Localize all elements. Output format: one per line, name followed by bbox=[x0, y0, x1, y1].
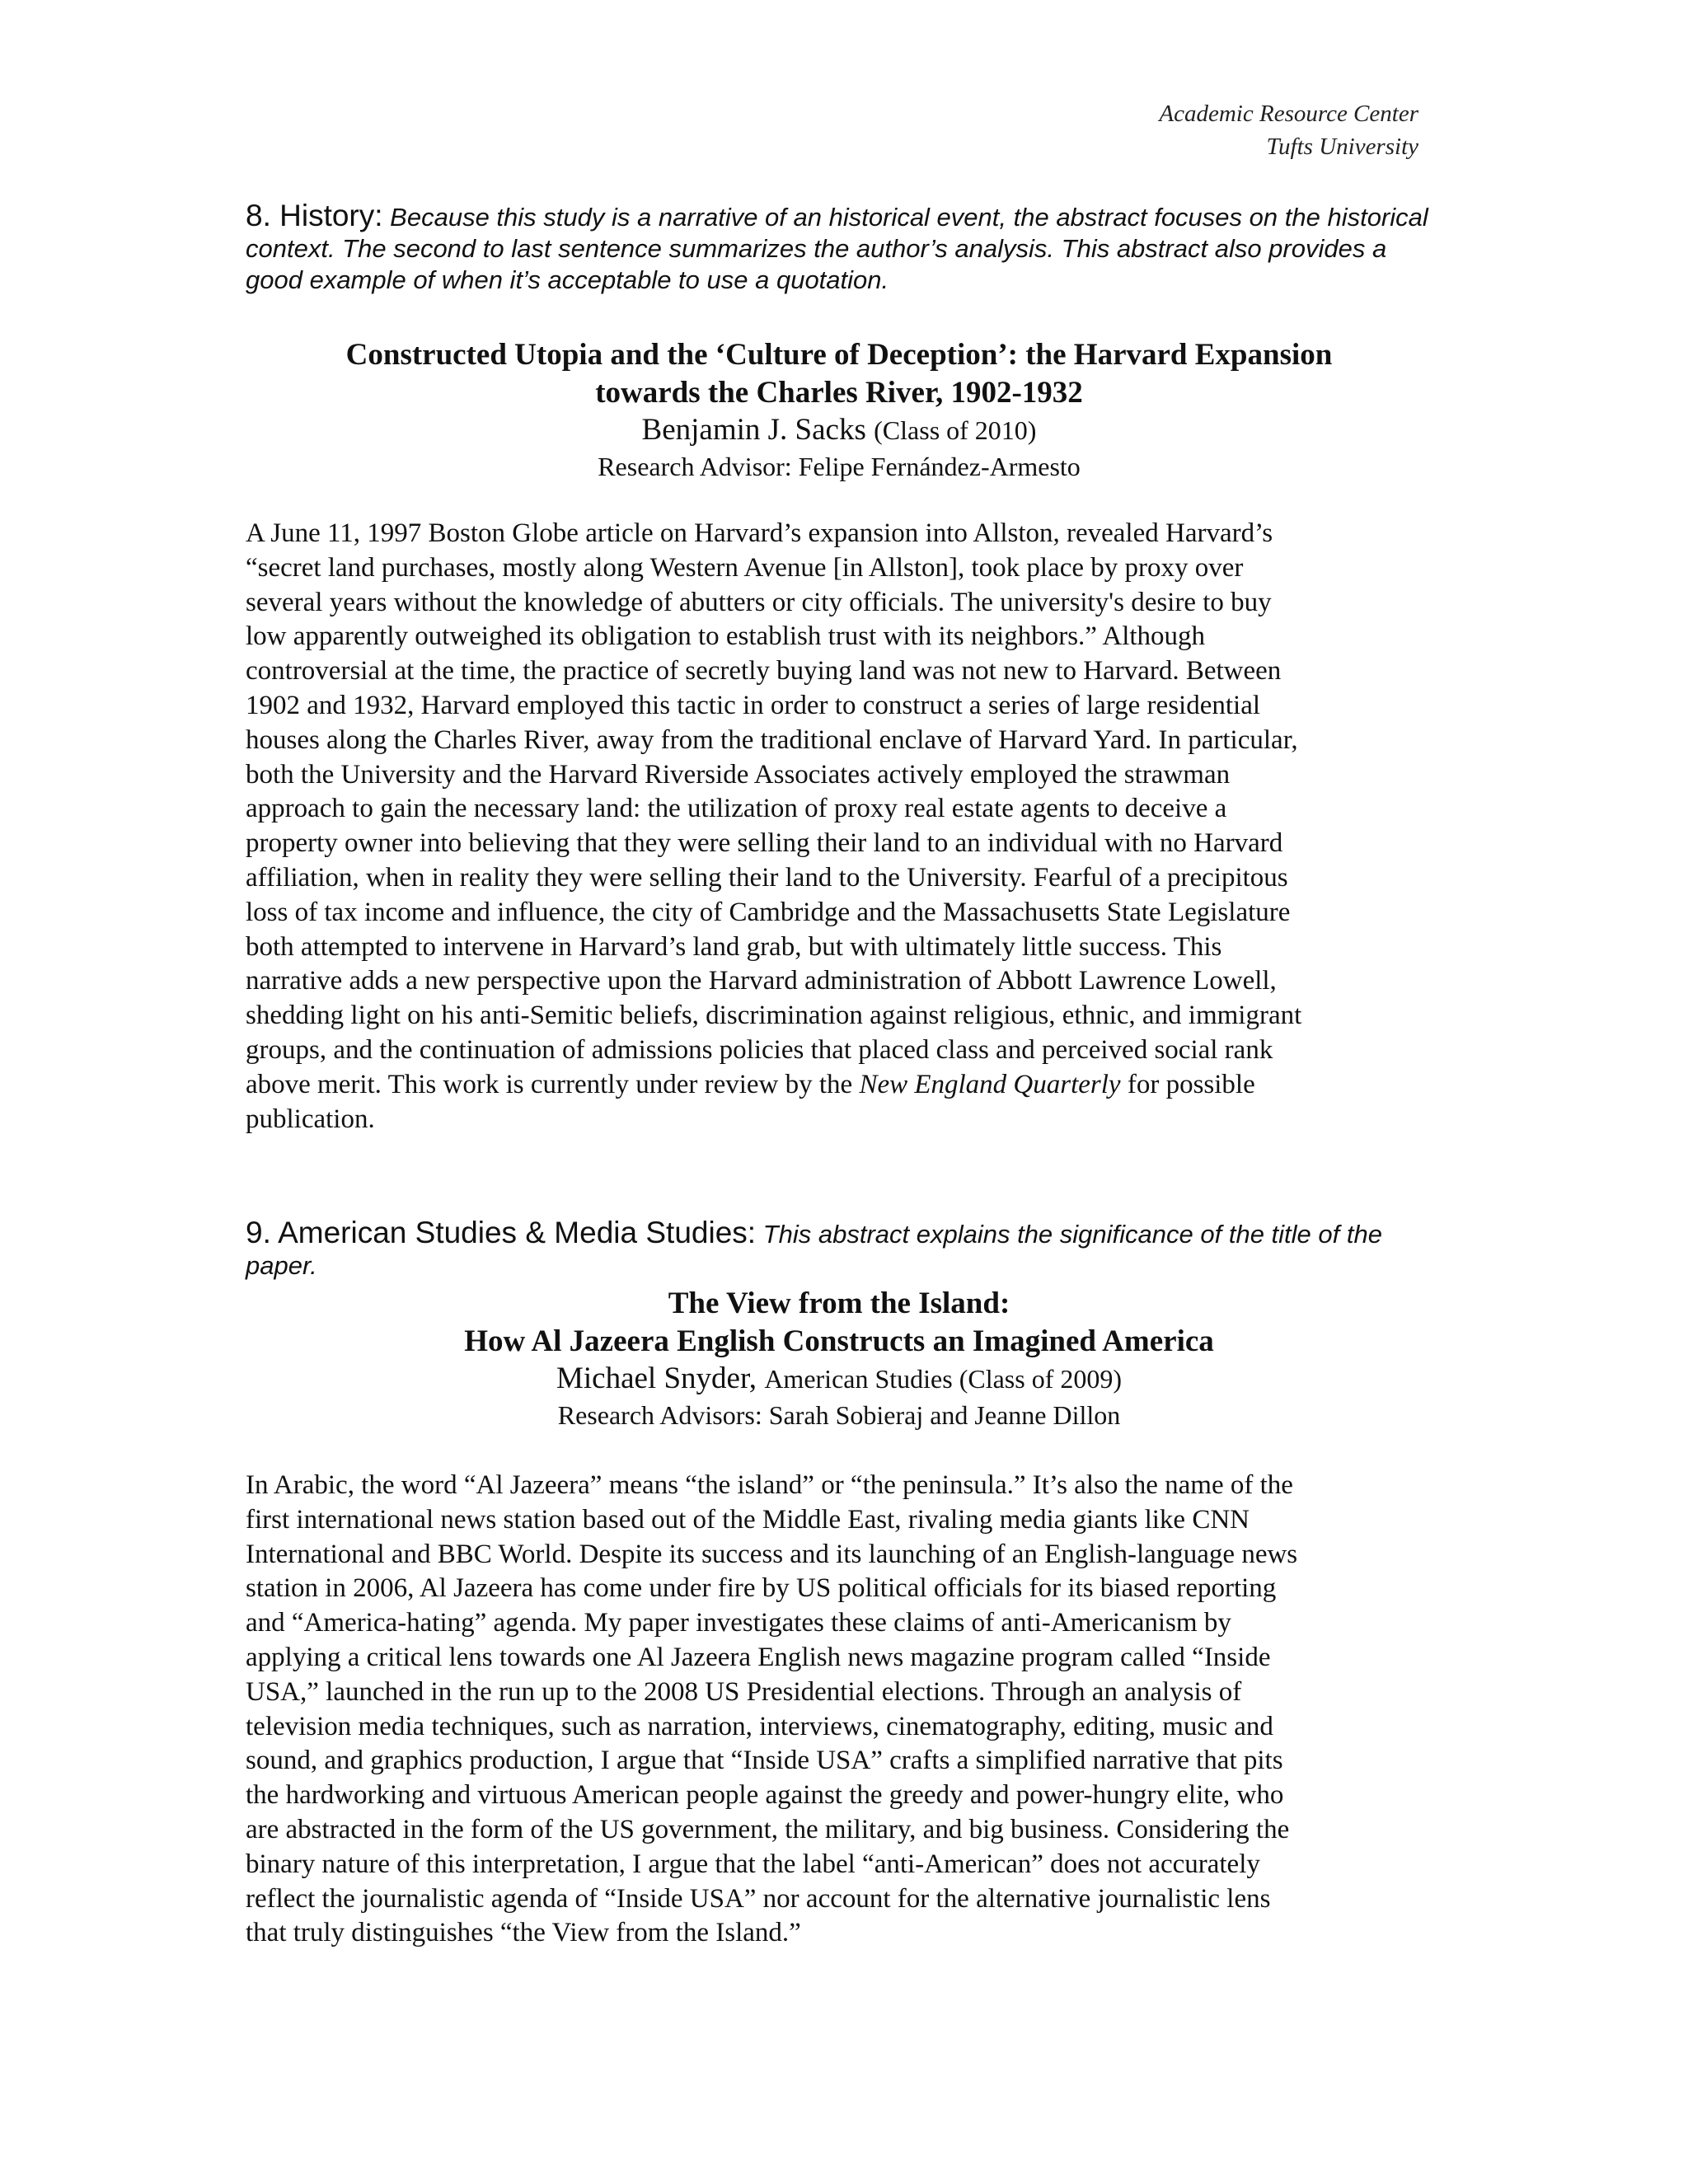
abstract-text: above merit. This work is currently under review by the bbox=[246, 1069, 860, 1099]
section-8-author-class: (Class of 2010) bbox=[874, 415, 1037, 445]
header-university: Tufts University bbox=[1266, 134, 1418, 160]
section-9-abstract bbox=[246, 1469, 1432, 1951]
abstract-line: sound, and graphics production, I argue that “Inside USA” crafts a simplified narrative that pits bbox=[246, 1746, 1283, 1776]
abstract-line: USA,” launched in the run up to the 2008 US Presidential elections. Through an analysis of bbox=[246, 1676, 1242, 1707]
abstract-line: the hardworking and virtuous American people against the greedy and power-hungry elite, who bbox=[246, 1780, 1284, 1811]
abstract-line: approach to gain the necessary land: the utilization of proxy real estate agents to deceive a bbox=[246, 794, 1227, 824]
section-9-title-line2: How Al Jazeera English Constructs an Imagined America bbox=[464, 1324, 1214, 1358]
section-9-number: 9. American Studies & Media Studies: bbox=[246, 1216, 757, 1249]
abstract-line bbox=[246, 1068, 1432, 1103]
abstract-line: 1902 and 1932, Harvard employed this tactic in order to construct a series of large residential bbox=[246, 690, 1261, 720]
abstract-line: both attempted to intervene in Harvard’s land grab, but with ultimately little success. This bbox=[246, 931, 1222, 962]
abstract-line: binary nature of this interpretation, I argue that the label “anti-American” does not accurately bbox=[246, 1849, 1260, 1879]
section-8-description: Because this study is a narrative of an historical event, the abstract focuses on the historical context. The second to last sentence summarizes the author’s analysis. This abstract also provides a good example of when it’s acceptable to use a quotation. bbox=[246, 203, 1428, 294]
section-9-author-name: Michael Snyder, bbox=[556, 1361, 757, 1395]
section-9-advisor: Research Advisors: Sarah Sobieraj and Jeanne Dillon bbox=[557, 1400, 1121, 1430]
abstract-line: and “America-hating” agenda. My paper investigates these claims of anti-Americanism by bbox=[246, 1608, 1231, 1638]
section-9-author-detail: American Studies (Class of 2009) bbox=[764, 1364, 1123, 1394]
abstract-line: “secret land purchases, mostly along Western Avenue [in Allston], took place by proxy over bbox=[246, 552, 1244, 583]
abstract-line: shedding light on his anti-Semitic beliefs, discrimination against religious, ethnic, and immigrant bbox=[246, 1001, 1302, 1031]
section-8-advisor: Research Advisor: Felipe Fernández-Armesto bbox=[598, 452, 1081, 481]
section-8-title-line2: towards the Charles River, 1902-1932 bbox=[595, 376, 1083, 410]
page-header bbox=[1159, 97, 1418, 163]
abstract-line: narrative adds a new perspective upon the Harvard administration of Abbott Lawrence Lowell, bbox=[246, 966, 1277, 996]
abstract-text: for possible bbox=[1120, 1069, 1255, 1099]
abstract-line: television media techniques, such as narration, interviews, cinematography, editing, music and bbox=[246, 1711, 1273, 1741]
section-8-number: 8. History: bbox=[246, 199, 383, 232]
abstract-line: International and BBC World. Despite its success and its launching of an English-language news bbox=[246, 1539, 1298, 1569]
abstract-line: publication. bbox=[246, 1104, 375, 1134]
abstract-line: low apparently outweighed its obligation to establish trust with its neighbors.” Although bbox=[246, 621, 1206, 652]
section-9-author bbox=[246, 1361, 1432, 1397]
abstract-line: reflect the journalistic agenda of “Inside USA” nor account for the alternative journalistic lens bbox=[246, 1883, 1271, 1914]
section-8-author-name: Benjamin J. Sacks bbox=[641, 413, 866, 447]
abstract-line: loss of tax income and influence, the city of Cambridge and the Massachusetts State Legislature bbox=[246, 897, 1291, 927]
section-9-heading bbox=[246, 1285, 1432, 1433]
abstract-line: groups, and the continuation of admissions policies that placed class and perceived social rank bbox=[246, 1034, 1273, 1065]
abstract-line: are abstracted in the form of the US government, the military, and big business. Considering the bbox=[246, 1814, 1290, 1844]
abstract-line: affiliation, when in reality they were selling their land to the University. Fearful of a precipitous bbox=[246, 862, 1288, 893]
abstract-line: station in 2006, Al Jazeera has come under fire by US political officials for its biased reporting bbox=[246, 1573, 1277, 1604]
abstract-line: first international news station based out of the Middle East, rivaling media giants like CNN bbox=[246, 1504, 1250, 1535]
section-8-abstract bbox=[246, 517, 1432, 1137]
header-center-name: Academic Resource Center bbox=[1159, 101, 1418, 127]
section-8-label bbox=[246, 200, 1432, 296]
section-8-author bbox=[246, 412, 1432, 448]
section-9-title-line1: The View from the Island: bbox=[668, 1286, 1010, 1320]
section-9-description: This abstract explains the significance of the title of the paper. bbox=[246, 1220, 1382, 1280]
abstract-line: both the University and the Harvard Riverside Associates actively employed the strawman bbox=[246, 759, 1231, 790]
abstract-line: that truly distinguishes “the View from the Island.” bbox=[246, 1918, 801, 1948]
abstract-line: In Arabic, the word “Al Jazeera” means “the island” or “the peninsula.” It’s also the name of the bbox=[246, 1470, 1293, 1500]
abstract-line: A June 11, 1997 Boston Globe article on Harvard’s expansion into Allston, revealed Harvard’s bbox=[246, 518, 1273, 548]
abstract-line: controversial at the time, the practice of secretly buying land was not new to Harvard. Between bbox=[246, 656, 1282, 687]
abstract-line: several years without the knowledge of abutters or city officials. The university's desire to buy bbox=[246, 587, 1272, 617]
abstract-line: property owner into believing that they were selling their land to an individual with no Harvard bbox=[246, 828, 1283, 859]
section-8-title-line1: Constructed Utopia and the ‘Culture of Deception’: the Harvard Expansion bbox=[345, 338, 1333, 372]
abstract-line: applying a critical lens towards one Al Jazeera English news magazine program called “Inside bbox=[246, 1642, 1271, 1672]
section-9-label bbox=[246, 1217, 1432, 1282]
journal-name: New England Quarterly bbox=[859, 1069, 1121, 1099]
abstract-line: houses along the Charles River, away from the traditional enclave of Harvard Yard. In particular, bbox=[246, 724, 1298, 755]
section-8-heading bbox=[246, 336, 1432, 485]
